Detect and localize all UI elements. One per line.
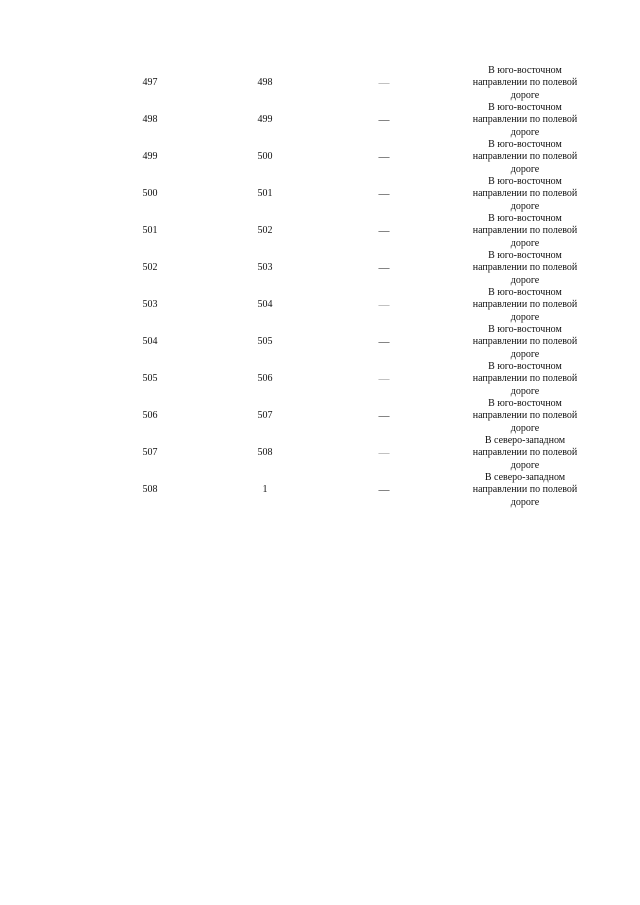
- from-point-cell: 508: [142, 484, 158, 496]
- boundary-points-table: [0, 65, 640, 509]
- to-point-cell: 501: [257, 188, 273, 200]
- from-point-cell: 505: [142, 373, 158, 385]
- description-line: В юго-восточном: [488, 249, 562, 261]
- from-point-cell: 504: [142, 336, 158, 348]
- table-row: [0, 102, 640, 139]
- description-line: дороге: [510, 348, 540, 360]
- from-point-cell: 498: [142, 114, 158, 126]
- to-point-cell: 499: [257, 114, 273, 126]
- table-row: [0, 398, 640, 435]
- description-cell: [455, 435, 595, 472]
- description-cell: [455, 324, 595, 361]
- table-row: [0, 361, 640, 398]
- from-point-cell: 500: [142, 188, 158, 200]
- dash-cell: —: [378, 484, 390, 497]
- table-row: [0, 250, 640, 287]
- description-line: В юго-восточном: [488, 323, 562, 335]
- dash-cell: —: [378, 410, 390, 423]
- dash-cell: —: [378, 262, 390, 275]
- table-row: [0, 176, 640, 213]
- dash-cell: —: [378, 299, 390, 312]
- description-line: направлении по полевой: [472, 151, 578, 163]
- description-cell: [455, 472, 595, 509]
- from-point-cell: 501: [142, 225, 158, 237]
- from-point-cell: 497: [142, 77, 158, 89]
- description-line: направлении по полевой: [472, 484, 578, 496]
- to-point-cell: 502: [257, 225, 273, 237]
- dash-cell: —: [378, 151, 390, 164]
- description-cell: [455, 287, 595, 324]
- description-line: направлении по полевой: [472, 262, 578, 274]
- to-point-cell: 506: [257, 373, 273, 385]
- description-line: В юго-восточном: [488, 397, 562, 409]
- dash-cell: —: [378, 447, 390, 460]
- description-line: дороге: [510, 163, 540, 175]
- description-cell: [455, 139, 595, 176]
- description-line: В юго-восточном: [488, 101, 562, 113]
- description-line: дороге: [510, 385, 540, 397]
- description-line: В юго-восточном: [488, 360, 562, 372]
- description-line: направлении по полевой: [472, 373, 578, 385]
- description-line: В юго-восточном: [488, 212, 562, 224]
- description-cell: [455, 176, 595, 213]
- to-point-cell: 498: [257, 77, 273, 89]
- description-cell: [455, 65, 595, 102]
- to-point-cell: 504: [257, 299, 273, 311]
- to-point-cell: 508: [257, 447, 273, 459]
- description-line: дороге: [510, 496, 540, 508]
- description-line: направлении по полевой: [472, 77, 578, 89]
- to-point-cell: 507: [257, 410, 273, 422]
- description-line: направлении по полевой: [472, 336, 578, 348]
- description-line: направлении по полевой: [472, 299, 578, 311]
- from-point-cell: 507: [142, 447, 158, 459]
- dash-cell: —: [378, 373, 390, 386]
- description-line: дороге: [510, 422, 540, 434]
- description-line: дороге: [510, 237, 540, 249]
- description-line: В юго-восточном: [488, 138, 562, 150]
- to-point-cell: 503: [257, 262, 273, 274]
- description-line: дороге: [510, 126, 540, 138]
- dash-cell: —: [378, 225, 390, 238]
- description-line: направлении по полевой: [472, 225, 578, 237]
- description-line: дороге: [510, 459, 540, 471]
- description-line: дороге: [510, 89, 540, 101]
- description-line: В юго-восточном: [488, 64, 562, 76]
- from-point-cell: 503: [142, 299, 158, 311]
- description-line: направлении по полевой: [472, 447, 578, 459]
- dash-cell: —: [378, 336, 390, 349]
- table-row: [0, 472, 640, 509]
- table-row: [0, 324, 640, 361]
- description-cell: [455, 361, 595, 398]
- from-point-cell: 506: [142, 410, 158, 422]
- from-point-cell: 502: [142, 262, 158, 274]
- dash-cell: —: [378, 188, 390, 201]
- table-row: [0, 435, 640, 472]
- description-line: В северо-западном: [484, 471, 566, 483]
- description-line: дороге: [510, 274, 540, 286]
- table-row: [0, 213, 640, 250]
- description-line: В юго-восточном: [488, 286, 562, 298]
- description-cell: [455, 213, 595, 250]
- to-point-cell: 505: [257, 336, 273, 348]
- table-row: [0, 65, 640, 102]
- description-cell: [455, 398, 595, 435]
- from-point-cell: 499: [142, 151, 158, 163]
- table-row: [0, 287, 640, 324]
- table-row: [0, 139, 640, 176]
- description-line: В северо-западном: [484, 434, 566, 446]
- dash-cell: —: [378, 77, 390, 90]
- to-point-cell: 500: [257, 151, 273, 163]
- description-cell: [455, 250, 595, 287]
- description-line: В юго-восточном: [488, 175, 562, 187]
- description-line: направлении по полевой: [472, 114, 578, 126]
- dash-cell: —: [378, 114, 390, 127]
- description-line: дороге: [510, 311, 540, 323]
- description-cell: [455, 102, 595, 139]
- description-line: направлении по полевой: [472, 188, 578, 200]
- description-line: дороге: [510, 200, 540, 212]
- description-line: направлении по полевой: [472, 410, 578, 422]
- to-point-cell: 1: [262, 484, 268, 496]
